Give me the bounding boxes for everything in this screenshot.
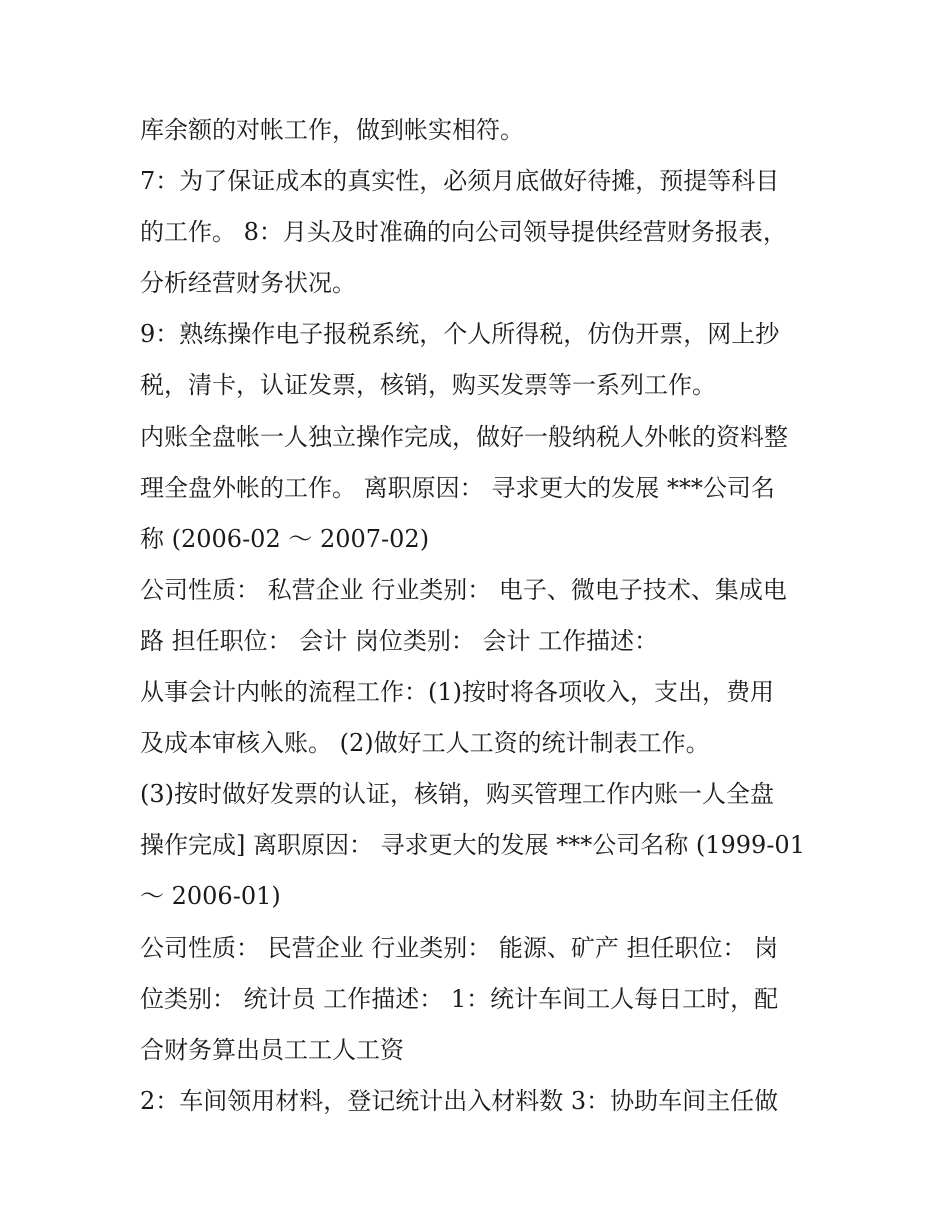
- text-line: 从事会计内帐的流程工作：(1)按时将各项收入，支出，费用: [140, 678, 774, 707]
- text-line: 库余额的对帐工作，做到帐实相符。: [140, 116, 524, 144]
- text-line: 合财务算出员工工人工资: [140, 1035, 404, 1064]
- text-line: 7：为了保证成本的真实性，必须月底做好待摊，预提等科目: [140, 167, 780, 196]
- text-line: 公司性质： 私营企业 行业类别： 电子、微电子技术、集成电: [140, 575, 787, 604]
- text-line: 操作完成] 离职原因： 寻求更大的发展 ***公司名称 (1999-01: [140, 831, 805, 860]
- text-line: 路 担任职位： 会计 岗位类别： 会计 工作描述：: [140, 626, 659, 655]
- text-line: 分析经营财务状况。: [140, 269, 356, 298]
- text-line: 位类别： 统计员 工作描述： 1：统计车间工人每日工时，配: [140, 984, 779, 1013]
- text-line: 称 (2006-02 ～ 2007-02): [140, 524, 430, 553]
- text-line: (3)按时做好发票的认证，核销，购买管理工作内账一人全盘: [140, 780, 774, 809]
- text-line: 及成本审核入账。 (2)做好工人工资的统计制表工作。: [140, 729, 710, 758]
- text-line: 内账全盘帐一人独立操作完成，做好一般纳税人外帐的资料整: [140, 422, 788, 451]
- text-line: 9：熟练操作电子报税系统，个人所得税，仿伪开票，网上抄: [140, 320, 780, 349]
- text-line: ～ 2006-01): [140, 882, 281, 911]
- text-line: 理全盘外帐的工作。 离职原因： 寻求更大的发展 ***公司名: [140, 473, 775, 502]
- text-line: 2：车间领用材料，登记统计出入材料数 3：协助车间主任做: [140, 1086, 779, 1115]
- text-line: 公司性质： 民营企业 行业类别： 能源、矿产 担任职位： 岗: [140, 933, 779, 962]
- document-body: [140, 105, 830, 1127]
- text-line: 税，清卡，认证发票，核销，购买发票等一系列工作。: [140, 371, 716, 400]
- text-line: 的工作。 8：月头及时准确的向公司领导提供经营财务报表，: [140, 218, 787, 247]
